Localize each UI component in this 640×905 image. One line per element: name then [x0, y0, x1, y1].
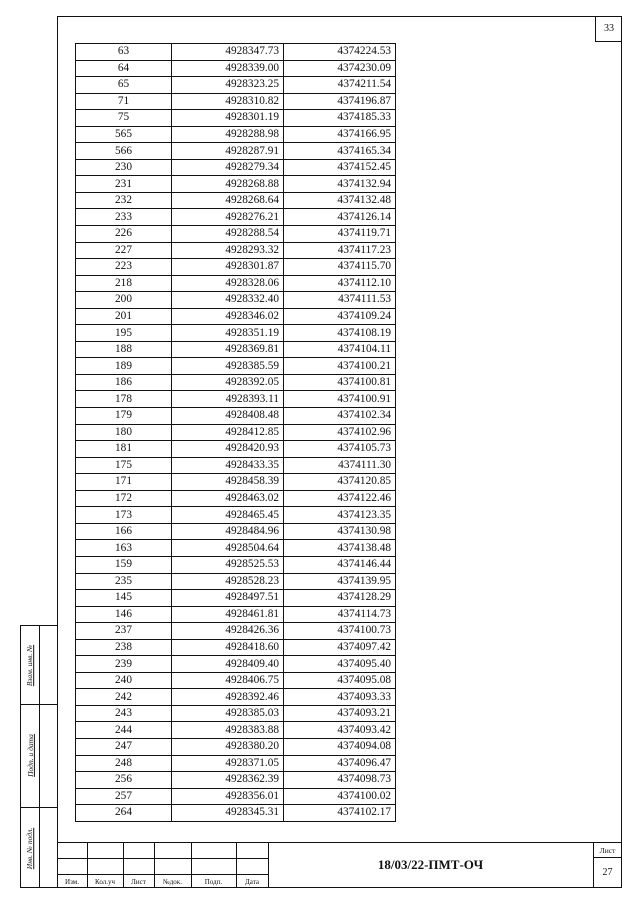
y-coordinate-cell: 4374111.53 — [284, 292, 396, 309]
table-row — [76, 126, 396, 143]
table-row — [76, 374, 396, 391]
x-coordinate-cell: 4928287.91 — [172, 143, 284, 160]
table-row — [76, 209, 396, 226]
y-coordinate-cell: 4374100.02 — [284, 788, 396, 805]
top-page-number: 33 — [595, 16, 622, 42]
point-number-cell: 145 — [76, 590, 172, 607]
header-signature: Подп. — [204, 877, 223, 886]
point-number-cell: 201 — [76, 308, 172, 325]
x-coordinate-cell: 4928345.31 — [172, 805, 284, 822]
y-coordinate-cell: 4374119.71 — [284, 226, 396, 243]
x-coordinate-cell: 4928525.53 — [172, 556, 284, 573]
table-row — [76, 176, 396, 193]
y-coordinate-cell: 4374100.21 — [284, 358, 396, 375]
point-number-cell: 63 — [76, 44, 172, 61]
y-coordinate-cell: 4374094.08 — [284, 738, 396, 755]
table-row — [76, 738, 396, 755]
table-row — [76, 540, 396, 557]
point-number-cell: 565 — [76, 126, 172, 143]
point-number-cell: 163 — [76, 540, 172, 557]
table-row — [76, 722, 396, 739]
x-coordinate-cell: 4928346.02 — [172, 308, 284, 325]
point-number-cell: 231 — [76, 176, 172, 193]
replace-inventory-label: Взам. инв. № — [25, 644, 35, 686]
table-row — [76, 93, 396, 110]
table-row — [76, 275, 396, 292]
x-coordinate-cell: 4928369.81 — [172, 341, 284, 358]
table-row — [76, 639, 396, 656]
y-coordinate-cell: 4374100.73 — [284, 623, 396, 640]
point-number-cell: 227 — [76, 242, 172, 259]
title-block — [57, 842, 622, 888]
point-number-cell: 172 — [76, 490, 172, 507]
signature-date-label: Подп. и дата — [25, 734, 35, 777]
x-coordinate-cell: 4928409.40 — [172, 656, 284, 673]
x-coordinate-cell: 4928426.36 — [172, 623, 284, 640]
table-row — [76, 490, 396, 507]
y-coordinate-cell: 4374098.73 — [284, 772, 396, 789]
point-number-cell: 237 — [76, 623, 172, 640]
y-coordinate-cell: 4374117.23 — [284, 242, 396, 259]
table-row — [76, 805, 396, 822]
table-row — [76, 672, 396, 689]
x-coordinate-cell: 4928279.34 — [172, 159, 284, 176]
x-coordinate-cell: 4928268.64 — [172, 192, 284, 209]
point-number-cell: 179 — [76, 408, 172, 425]
table-row — [76, 689, 396, 706]
header-count: Кол.уч — [95, 877, 115, 886]
point-number-cell: 65 — [76, 77, 172, 94]
table-row — [76, 358, 396, 375]
table-row — [76, 325, 396, 342]
y-coordinate-cell: 4374185.33 — [284, 110, 396, 127]
table-row — [76, 755, 396, 772]
y-coordinate-cell: 4374139.95 — [284, 573, 396, 590]
x-coordinate-cell: 4928420.93 — [172, 441, 284, 458]
x-coordinate-cell: 4928293.32 — [172, 242, 284, 259]
x-coordinate-cell: 4928301.87 — [172, 259, 284, 276]
table-row — [76, 242, 396, 259]
point-number-cell: 173 — [76, 507, 172, 524]
point-number-cell: 264 — [76, 805, 172, 822]
y-coordinate-cell: 4374130.98 — [284, 523, 396, 540]
point-number-cell: 171 — [76, 474, 172, 491]
point-number-cell: 230 — [76, 159, 172, 176]
y-coordinate-cell: 4374128.29 — [284, 590, 396, 607]
table-row — [76, 623, 396, 640]
table-row — [76, 408, 396, 425]
point-number-cell: 256 — [76, 772, 172, 789]
y-coordinate-cell: 4374108.19 — [284, 325, 396, 342]
point-number-cell: 243 — [76, 705, 172, 722]
y-coordinate-cell: 4374132.48 — [284, 192, 396, 209]
point-number-cell: 195 — [76, 325, 172, 342]
y-coordinate-cell: 4374126.14 — [284, 209, 396, 226]
x-coordinate-cell: 4928288.54 — [172, 226, 284, 243]
sheet-number: 27 — [602, 866, 613, 878]
point-number-cell: 247 — [76, 738, 172, 755]
table-row — [76, 192, 396, 209]
x-coordinate-cell: 4928458.39 — [172, 474, 284, 491]
point-number-cell: 64 — [76, 60, 172, 77]
table-row — [76, 110, 396, 127]
x-coordinate-cell: 4928528.23 — [172, 573, 284, 590]
point-number-cell: 75 — [76, 110, 172, 127]
table-row — [76, 44, 396, 61]
original-inventory-label-cell — [21, 807, 39, 889]
table-row — [76, 705, 396, 722]
point-number-cell: 232 — [76, 192, 172, 209]
point-number-cell: 226 — [76, 226, 172, 243]
point-number-cell: 175 — [76, 457, 172, 474]
point-number-cell: 166 — [76, 523, 172, 540]
y-coordinate-cell: 4374096.47 — [284, 755, 396, 772]
table-row — [76, 556, 396, 573]
point-number-cell: 200 — [76, 292, 172, 309]
y-coordinate-cell: 4374224.53 — [284, 44, 396, 61]
x-coordinate-cell: 4928362.39 — [172, 772, 284, 789]
point-number-cell: 566 — [76, 143, 172, 160]
table-row — [76, 341, 396, 358]
table-row — [76, 143, 396, 160]
y-coordinate-cell: 4374104.11 — [284, 341, 396, 358]
x-coordinate-cell: 4928351.19 — [172, 325, 284, 342]
x-coordinate-cell: 4928497.51 — [172, 590, 284, 607]
y-coordinate-cell: 4374102.34 — [284, 408, 396, 425]
x-coordinate-cell: 4928371.05 — [172, 755, 284, 772]
y-coordinate-cell: 4374166.95 — [284, 126, 396, 143]
table-row — [76, 259, 396, 276]
table-row — [76, 457, 396, 474]
x-coordinate-cell: 4928328.06 — [172, 275, 284, 292]
table-row — [76, 474, 396, 491]
point-number-cell: 189 — [76, 358, 172, 375]
table-row — [76, 292, 396, 309]
table-row — [76, 77, 396, 94]
y-coordinate-cell: 4374105.73 — [284, 441, 396, 458]
y-coordinate-cell: 4374146.44 — [284, 556, 396, 573]
y-coordinate-cell: 4374097.42 — [284, 639, 396, 656]
side-stamp — [20, 625, 57, 888]
table-row — [76, 391, 396, 408]
original-inventory-label: Инв. № подл. — [25, 827, 35, 869]
point-number-cell: 71 — [76, 93, 172, 110]
document-code: 18/03/22-ПМТ-ОЧ — [377, 857, 484, 872]
table-row — [76, 573, 396, 590]
y-coordinate-cell: 4374095.40 — [284, 656, 396, 673]
point-number-cell: 240 — [76, 672, 172, 689]
signature-date-label-cell — [21, 704, 39, 807]
y-coordinate-cell: 4374093.21 — [284, 705, 396, 722]
point-number-cell: 218 — [76, 275, 172, 292]
y-coordinate-cell: 4374095.08 — [284, 672, 396, 689]
coordinates-table — [75, 43, 396, 822]
x-coordinate-cell: 4928339.00 — [172, 60, 284, 77]
table-row — [76, 590, 396, 607]
table-row — [76, 60, 396, 77]
x-coordinate-cell: 4928412.85 — [172, 424, 284, 441]
table-row — [76, 159, 396, 176]
replace-inventory-label-cell — [21, 626, 39, 704]
x-coordinate-cell: 4928332.40 — [172, 292, 284, 309]
point-number-cell: 242 — [76, 689, 172, 706]
x-coordinate-cell: 4928276.21 — [172, 209, 284, 226]
point-number-cell: 257 — [76, 788, 172, 805]
x-coordinate-cell: 4928385.59 — [172, 358, 284, 375]
x-coordinate-cell: 4928356.01 — [172, 788, 284, 805]
table-row — [76, 226, 396, 243]
y-coordinate-cell: 4374115.70 — [284, 259, 396, 276]
point-number-cell: 223 — [76, 259, 172, 276]
x-coordinate-cell: 4928268.88 — [172, 176, 284, 193]
x-coordinate-cell: 4928393.11 — [172, 391, 284, 408]
x-coordinate-cell: 4928385.03 — [172, 705, 284, 722]
x-coordinate-cell: 4928465.45 — [172, 507, 284, 524]
point-number-cell: 178 — [76, 391, 172, 408]
y-coordinate-cell: 4374111.30 — [284, 457, 396, 474]
x-coordinate-cell: 4928392.46 — [172, 689, 284, 706]
point-number-cell: 180 — [76, 424, 172, 441]
point-number-cell: 235 — [76, 573, 172, 590]
y-coordinate-cell: 4374230.09 — [284, 60, 396, 77]
side-stamp-divider — [39, 626, 40, 887]
table-row — [76, 523, 396, 540]
table-row — [76, 606, 396, 623]
y-coordinate-cell: 4374093.42 — [284, 722, 396, 739]
point-number-cell: 159 — [76, 556, 172, 573]
y-coordinate-cell: 4374132.94 — [284, 176, 396, 193]
table-row — [76, 441, 396, 458]
x-coordinate-cell: 4928418.60 — [172, 639, 284, 656]
x-coordinate-cell: 4928380.20 — [172, 738, 284, 755]
y-coordinate-cell: 4374196.87 — [284, 93, 396, 110]
y-coordinate-cell: 4374165.34 — [284, 143, 396, 160]
y-coordinate-cell: 4374112.10 — [284, 275, 396, 292]
table-row — [76, 308, 396, 325]
table-row — [76, 507, 396, 524]
y-coordinate-cell: 4374123.35 — [284, 507, 396, 524]
x-coordinate-cell: 4928461.81 — [172, 606, 284, 623]
table-row — [76, 772, 396, 789]
x-coordinate-cell: 4928301.19 — [172, 110, 284, 127]
x-coordinate-cell: 4928392.05 — [172, 374, 284, 391]
header-date: Дата — [245, 877, 259, 886]
x-coordinate-cell: 4928484.96 — [172, 523, 284, 540]
y-coordinate-cell: 4374102.96 — [284, 424, 396, 441]
y-coordinate-cell: 4374211.54 — [284, 77, 396, 94]
x-coordinate-cell: 4928433.35 — [172, 457, 284, 474]
point-number-cell: 244 — [76, 722, 172, 739]
point-number-cell: 181 — [76, 441, 172, 458]
y-coordinate-cell: 4374093.33 — [284, 689, 396, 706]
y-coordinate-cell: 4374152.45 — [284, 159, 396, 176]
y-coordinate-cell: 4374102.17 — [284, 805, 396, 822]
x-coordinate-cell: 4928288.98 — [172, 126, 284, 143]
header-doc-number: №док. — [163, 877, 182, 886]
x-coordinate-cell: 4928310.82 — [172, 93, 284, 110]
x-coordinate-cell: 4928463.02 — [172, 490, 284, 507]
point-number-cell: 146 — [76, 606, 172, 623]
point-number-cell: 238 — [76, 639, 172, 656]
table-row — [76, 656, 396, 673]
table-row — [76, 788, 396, 805]
header-sheet: Лист — [131, 877, 146, 886]
point-number-cell: 233 — [76, 209, 172, 226]
x-coordinate-cell: 4928383.88 — [172, 722, 284, 739]
y-coordinate-cell: 4374122.46 — [284, 490, 396, 507]
x-coordinate-cell: 4928347.73 — [172, 44, 284, 61]
y-coordinate-cell: 4374100.91 — [284, 391, 396, 408]
point-number-cell: 239 — [76, 656, 172, 673]
point-number-cell: 186 — [76, 374, 172, 391]
y-coordinate-cell: 4374114.73 — [284, 606, 396, 623]
y-coordinate-cell: 4374120.85 — [284, 474, 396, 491]
x-coordinate-cell: 4928323.25 — [172, 77, 284, 94]
x-coordinate-cell: 4928504.64 — [172, 540, 284, 557]
y-coordinate-cell: 4374100.81 — [284, 374, 396, 391]
header-change: Изм. — [65, 877, 79, 886]
sheet-label: Лист — [593, 843, 622, 858]
y-coordinate-cell: 4374138.48 — [284, 540, 396, 557]
x-coordinate-cell: 4928406.75 — [172, 672, 284, 689]
point-number-cell: 248 — [76, 755, 172, 772]
x-coordinate-cell: 4928408.48 — [172, 408, 284, 425]
y-coordinate-cell: 4374109.24 — [284, 308, 396, 325]
table-row — [76, 424, 396, 441]
point-number-cell: 188 — [76, 341, 172, 358]
